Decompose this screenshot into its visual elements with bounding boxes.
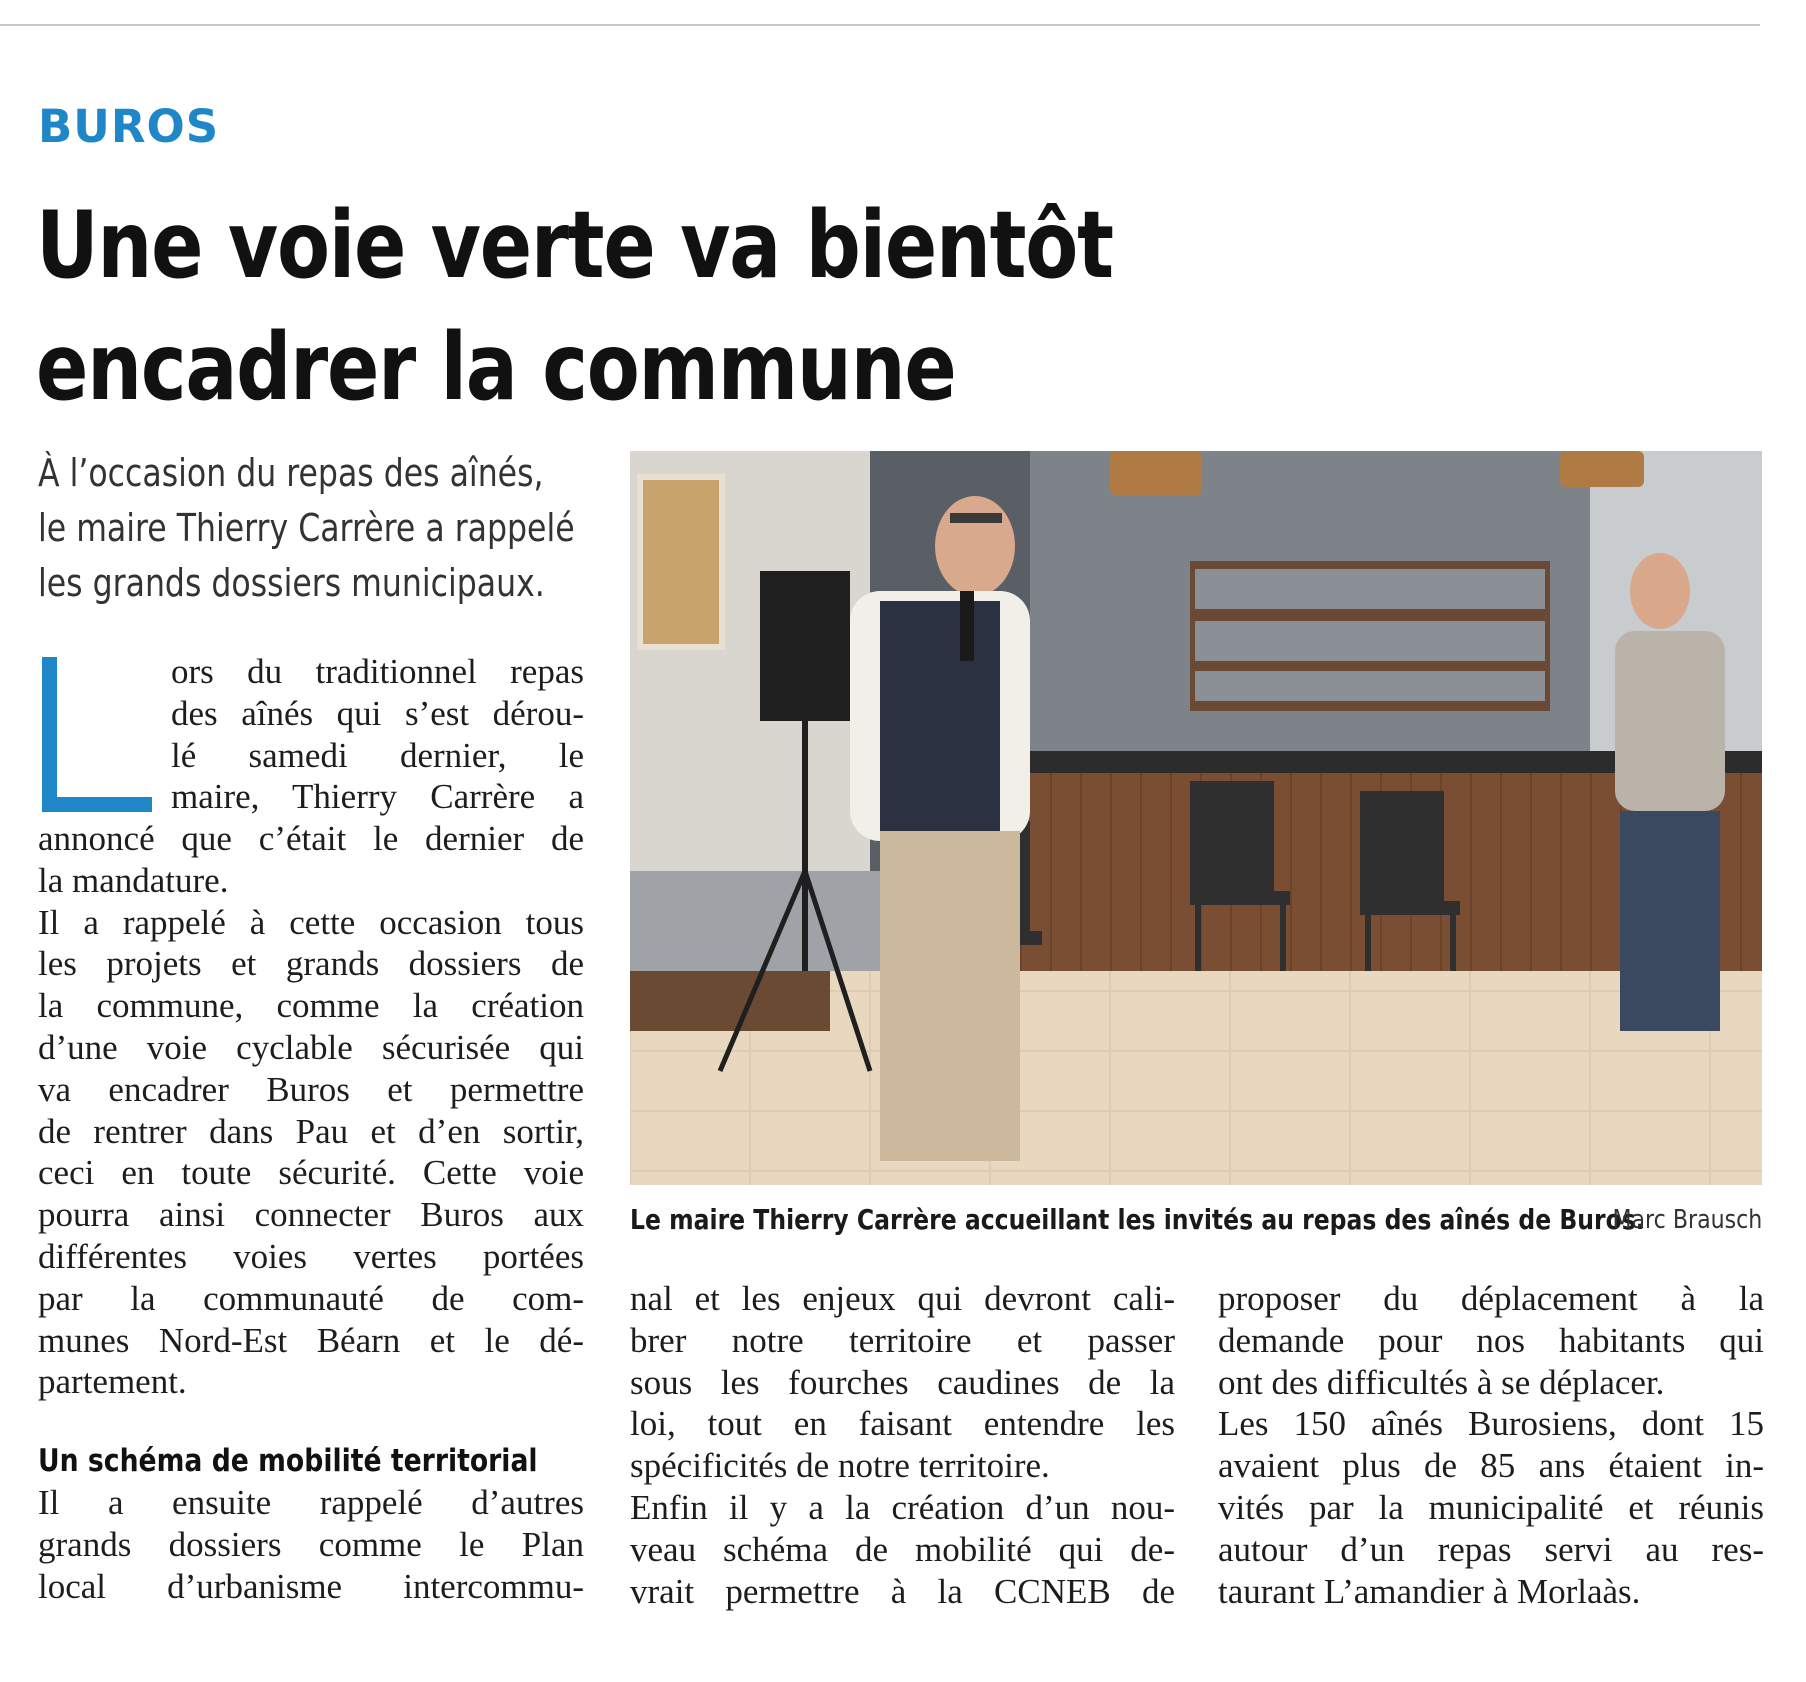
photo-caption (630, 1200, 1762, 1240)
body-line: loi, tout en faisant entendre les (630, 1404, 1175, 1444)
body-line: munes Nord-Est Béarn et le dé- (38, 1320, 584, 1360)
body-line: d’une voie cyclable sécurisée qui (38, 1027, 584, 1067)
body-line: annoncé que c’était le dernier de (38, 819, 584, 858)
photo-credit: Marc Brausch (1612, 1205, 1762, 1235)
body-line: sous les fourches caudines de la (630, 1362, 1175, 1402)
dropcap-paragraph (38, 651, 584, 818)
body-line: lé samedi dernier, le (171, 735, 584, 775)
body-line: partement. (38, 1362, 187, 1402)
section-kicker: BUROS (38, 100, 220, 153)
body-line: vrait permettre à la CCNEB de (630, 1571, 1175, 1611)
body-line: Il a rappelé à cette occasion tous (38, 902, 584, 942)
standfirst-line: À l’occasion du repas des aînés, (38, 451, 544, 495)
body-line: les projets et grands dossiers de (38, 944, 584, 984)
body-line: la mandature. (38, 860, 229, 900)
dropcap-letter (42, 657, 152, 812)
body-line: Les 150 aînés Burosiens, dont 15 (1218, 1404, 1764, 1444)
body-line: la commune, comme la création (38, 986, 584, 1026)
body-line: spécificités de notre territoire. (630, 1446, 1050, 1486)
body-line: des aînés qui s’est dérou- (171, 693, 584, 733)
body-line: local d’urbanisme intercommu- (38, 1566, 584, 1606)
body-line: grands dossiers comme le Plan (38, 1524, 584, 1564)
body-line: proposer du déplacement à la (1218, 1279, 1764, 1318)
body-line: nal et les enjeux qui devront cali- (630, 1279, 1175, 1318)
body-line: vités par la municipalité et réunis (1218, 1487, 1764, 1527)
article-photo (630, 451, 1762, 1185)
body-line: autour d’un repas servi au res- (1218, 1529, 1764, 1569)
body-line: veau schéma de mobilité qui de- (630, 1529, 1175, 1569)
body-line: taurant L’amandier à Morlaàs. (1218, 1571, 1641, 1611)
standfirst-line: le maire Thierry Carrère a rappelé (38, 506, 575, 550)
article-column-2 (630, 1278, 1175, 1612)
body-line: Enfin il y a la création d’un nou- (630, 1487, 1175, 1527)
body-line: ceci en toute sécurité. Cette voie (38, 1153, 584, 1193)
body-line: de rentrer dans Pau et d’en sortir, (38, 1111, 584, 1151)
body-line: différentes voies vertes portées (38, 1236, 584, 1276)
body-line: brer notre territoire et passer (630, 1320, 1175, 1360)
body-line: demande pour nos habitants qui (1218, 1320, 1764, 1360)
body-line: par la communauté de com- (38, 1278, 584, 1318)
body-line: va encadrer Buros et permettre (38, 1069, 584, 1109)
headline (36, 184, 1115, 428)
top-rule (0, 24, 1760, 26)
headline-line-2: encadrer la commune (36, 313, 956, 421)
headline-line-1: Une voie verte va bientôt (36, 191, 1113, 299)
article-column-3 (1218, 1278, 1764, 1612)
body-line: Il a ensuite rappelé d’autres (38, 1483, 584, 1523)
body-line: maire, Thierry Carrère a (171, 777, 584, 817)
caption-text: Le maire Thierry Carrère accueillant les invités au repas des aînés de Buros. (630, 1203, 1645, 1236)
standfirst (38, 446, 575, 611)
subheading: Un schéma de mobilité territorial (38, 1443, 538, 1480)
body-line: ont des difficultés à se déplacer. (1218, 1362, 1665, 1402)
standfirst-line: les grands dossiers municipaux. (38, 561, 545, 605)
body-line: avaient plus de 85 ans étaient in- (1218, 1446, 1764, 1486)
body-line: pourra ainsi connecter Buros aux (38, 1195, 584, 1235)
article-column-1 (38, 651, 584, 1608)
body-line: ors du traditionnel repas (171, 652, 584, 691)
